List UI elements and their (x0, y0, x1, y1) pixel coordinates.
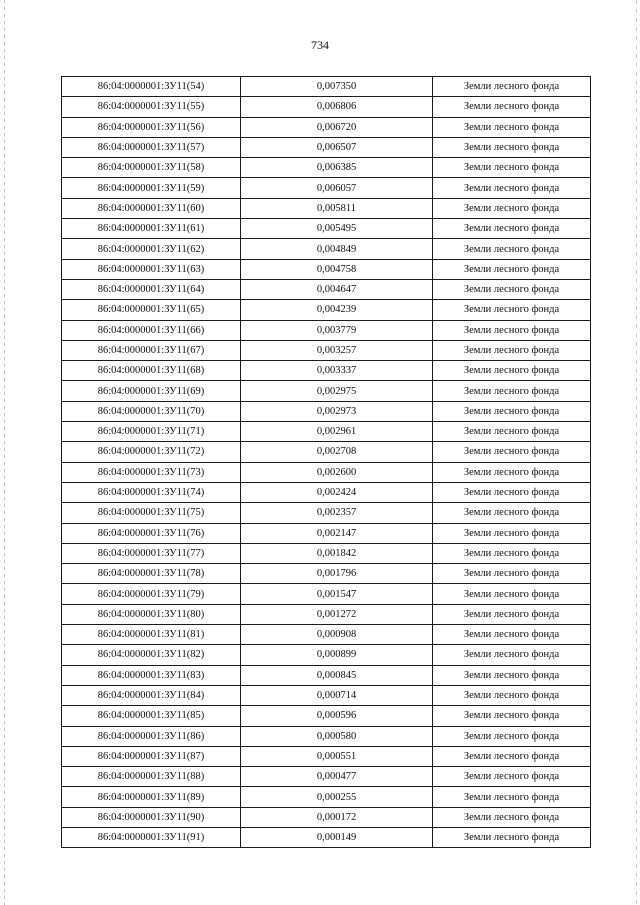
area-cell: 0,002147 (241, 523, 433, 543)
cadastral-number-cell: 86:04:0000001:ЗУ11(74) (62, 482, 241, 502)
cadastral-number-cell: 86:04:0000001:ЗУ11(88) (62, 767, 241, 787)
table-row (62, 523, 591, 543)
cadastral-number-cell: 86:04:0000001:ЗУ11(71) (62, 422, 241, 442)
table-row (62, 584, 591, 604)
cadastral-number-cell: 86:04:0000001:ЗУ11(84) (62, 685, 241, 705)
area-cell: 0,001796 (241, 564, 433, 584)
area-cell: 0,000149 (241, 827, 433, 847)
table-row (62, 543, 591, 563)
scan-edge-right (636, 0, 637, 905)
land-category-cell: Земли лесного фонда (433, 381, 591, 401)
table-row (62, 340, 591, 360)
land-category-cell: Земли лесного фонда (433, 604, 591, 624)
land-category-cell: Земли лесного фонда (433, 787, 591, 807)
table-row (62, 219, 591, 239)
area-cell: 0,003257 (241, 340, 433, 360)
land-category-cell: Земли лесного фонда (433, 726, 591, 746)
land-category-cell: Земли лесного фонда (433, 827, 591, 847)
land-category-cell: Земли лесного фонда (433, 340, 591, 360)
land-category-cell: Земли лесного фонда (433, 767, 591, 787)
land-category-cell: Земли лесного фонда (433, 320, 591, 340)
table-row (62, 300, 591, 320)
table-row (62, 564, 591, 584)
land-category-cell: Земли лесного фонда (433, 158, 591, 178)
area-cell: 0,000580 (241, 726, 433, 746)
cadastral-number-cell: 86:04:0000001:ЗУ11(86) (62, 726, 241, 746)
cadastral-number-cell: 86:04:0000001:ЗУ11(66) (62, 320, 241, 340)
cadastral-number-cell: 86:04:0000001:ЗУ11(76) (62, 523, 241, 543)
scan-edge-left (4, 0, 5, 905)
area-cell: 0,006806 (241, 97, 433, 117)
area-cell: 0,004758 (241, 259, 433, 279)
area-cell: 0,002961 (241, 422, 433, 442)
area-cell: 0,000899 (241, 645, 433, 665)
cadastral-number-cell: 86:04:0000001:ЗУ11(75) (62, 503, 241, 523)
cadastral-number-cell: 86:04:0000001:ЗУ11(72) (62, 442, 241, 462)
cadastral-number-cell: 86:04:0000001:ЗУ11(80) (62, 604, 241, 624)
area-cell: 0,000255 (241, 787, 433, 807)
area-cell: 0,004239 (241, 300, 433, 320)
table-row (62, 482, 591, 502)
cadastral-number-cell: 86:04:0000001:ЗУ11(89) (62, 787, 241, 807)
land-category-cell: Земли лесного фонда (433, 178, 591, 198)
cadastral-number-cell: 86:04:0000001:ЗУ11(68) (62, 361, 241, 381)
table-row (62, 117, 591, 137)
area-cell: 0,000172 (241, 807, 433, 827)
table-row (62, 97, 591, 117)
land-category-cell: Земли лесного фонда (433, 77, 591, 97)
cadastral-number-cell: 86:04:0000001:ЗУ11(59) (62, 178, 241, 198)
land-category-cell: Земли лесного фонда (433, 279, 591, 299)
table-row (62, 178, 591, 198)
land-category-cell: Земли лесного фонда (433, 482, 591, 502)
area-cell: 0,007350 (241, 77, 433, 97)
table-row (62, 706, 591, 726)
table-row (62, 827, 591, 847)
cadastral-number-cell: 86:04:0000001:ЗУ11(64) (62, 279, 241, 299)
land-category-cell: Земли лесного фонда (433, 706, 591, 726)
cadastral-number-cell: 86:04:0000001:ЗУ11(85) (62, 706, 241, 726)
parcels-table-body (62, 77, 591, 848)
area-cell: 0,002600 (241, 462, 433, 482)
table-row (62, 807, 591, 827)
land-category-cell: Земли лесного фонда (433, 807, 591, 827)
area-cell: 0,000551 (241, 746, 433, 766)
area-cell: 0,002975 (241, 381, 433, 401)
land-category-cell: Земли лесного фонда (433, 523, 591, 543)
land-category-cell: Земли лесного фонда (433, 239, 591, 259)
cadastral-number-cell: 86:04:0000001:ЗУ11(65) (62, 300, 241, 320)
table-row (62, 158, 591, 178)
table-row (62, 645, 591, 665)
land-category-cell: Земли лесного фонда (433, 198, 591, 218)
area-cell: 0,002357 (241, 503, 433, 523)
table-row (62, 259, 591, 279)
area-cell: 0,000596 (241, 706, 433, 726)
table-row (62, 320, 591, 340)
cadastral-number-cell: 86:04:0000001:ЗУ11(63) (62, 259, 241, 279)
table-row (62, 401, 591, 421)
area-cell: 0,000908 (241, 625, 433, 645)
area-cell: 0,006057 (241, 178, 433, 198)
area-cell: 0,001842 (241, 543, 433, 563)
land-category-cell: Земли лесного фонда (433, 361, 591, 381)
parcels-table (61, 76, 591, 848)
table-row (62, 746, 591, 766)
land-category-cell: Земли лесного фонда (433, 462, 591, 482)
table-row (62, 442, 591, 462)
land-category-cell: Земли лесного фонда (433, 442, 591, 462)
cadastral-number-cell: 86:04:0000001:ЗУ11(83) (62, 665, 241, 685)
table-row (62, 381, 591, 401)
area-cell: 0,006385 (241, 158, 433, 178)
cadastral-number-cell: 86:04:0000001:ЗУ11(78) (62, 564, 241, 584)
land-category-cell: Земли лесного фонда (433, 564, 591, 584)
area-cell: 0,002424 (241, 482, 433, 502)
table-row (62, 503, 591, 523)
area-cell: 0,001272 (241, 604, 433, 624)
cadastral-number-cell: 86:04:0000001:ЗУ11(87) (62, 746, 241, 766)
cadastral-number-cell: 86:04:0000001:ЗУ11(70) (62, 401, 241, 421)
land-category-cell: Земли лесного фонда (433, 584, 591, 604)
land-category-cell: Земли лесного фонда (433, 685, 591, 705)
table-row (62, 361, 591, 381)
area-cell: 0,000845 (241, 665, 433, 685)
table-row (62, 462, 591, 482)
table-row (62, 137, 591, 157)
cadastral-number-cell: 86:04:0000001:ЗУ11(56) (62, 117, 241, 137)
land-category-cell: Земли лесного фонда (433, 401, 591, 421)
table-row (62, 77, 591, 97)
cadastral-number-cell: 86:04:0000001:ЗУ11(69) (62, 381, 241, 401)
area-cell: 0,005811 (241, 198, 433, 218)
cadastral-number-cell: 86:04:0000001:ЗУ11(57) (62, 137, 241, 157)
land-category-cell: Земли лесного фонда (433, 625, 591, 645)
land-category-cell: Земли лесного фонда (433, 665, 591, 685)
area-cell: 0,004849 (241, 239, 433, 259)
cadastral-number-cell: 86:04:0000001:ЗУ11(81) (62, 625, 241, 645)
table-row (62, 685, 591, 705)
table-row (62, 604, 591, 624)
area-cell: 0,001547 (241, 584, 433, 604)
area-cell: 0,004647 (241, 279, 433, 299)
cadastral-number-cell: 86:04:0000001:ЗУ11(62) (62, 239, 241, 259)
area-cell: 0,003779 (241, 320, 433, 340)
area-cell: 0,006720 (241, 117, 433, 137)
land-category-cell: Земли лесного фонда (433, 137, 591, 157)
cadastral-number-cell: 86:04:0000001:ЗУ11(54) (62, 77, 241, 97)
area-cell: 0,005495 (241, 219, 433, 239)
area-cell: 0,002708 (241, 442, 433, 462)
cadastral-number-cell: 86:04:0000001:ЗУ11(61) (62, 219, 241, 239)
land-category-cell: Земли лесного фонда (433, 746, 591, 766)
cadastral-number-cell: 86:04:0000001:ЗУ11(77) (62, 543, 241, 563)
cadastral-number-cell: 86:04:0000001:ЗУ11(58) (62, 158, 241, 178)
area-cell: 0,000477 (241, 767, 433, 787)
cadastral-number-cell: 86:04:0000001:ЗУ11(67) (62, 340, 241, 360)
land-category-cell: Земли лесного фонда (433, 259, 591, 279)
area-cell: 0,002973 (241, 401, 433, 421)
table-row (62, 198, 591, 218)
table-row (62, 279, 591, 299)
land-category-cell: Земли лесного фонда (433, 422, 591, 442)
land-category-cell: Земли лесного фонда (433, 645, 591, 665)
cadastral-number-cell: 86:04:0000001:ЗУ11(60) (62, 198, 241, 218)
table-row (62, 239, 591, 259)
table-row (62, 422, 591, 442)
table-row (62, 665, 591, 685)
table-row (62, 787, 591, 807)
land-category-cell: Земли лесного фонда (433, 117, 591, 137)
land-category-cell: Земли лесного фонда (433, 300, 591, 320)
cadastral-number-cell: 86:04:0000001:ЗУ11(91) (62, 827, 241, 847)
cadastral-number-cell: 86:04:0000001:ЗУ11(82) (62, 645, 241, 665)
table-row (62, 625, 591, 645)
cadastral-number-cell: 86:04:0000001:ЗУ11(90) (62, 807, 241, 827)
area-cell: 0,006507 (241, 137, 433, 157)
area-cell: 0,003337 (241, 361, 433, 381)
land-category-cell: Земли лесного фонда (433, 543, 591, 563)
cadastral-number-cell: 86:04:0000001:ЗУ11(79) (62, 584, 241, 604)
land-category-cell: Земли лесного фонда (433, 219, 591, 239)
area-cell: 0,000714 (241, 685, 433, 705)
cadastral-number-cell: 86:04:0000001:ЗУ11(55) (62, 97, 241, 117)
cadastral-number-cell: 86:04:0000001:ЗУ11(73) (62, 462, 241, 482)
table-row (62, 726, 591, 746)
table-row (62, 767, 591, 787)
land-category-cell: Земли лесного фонда (433, 503, 591, 523)
land-category-cell: Земли лесного фонда (433, 97, 591, 117)
page-number: 734 (311, 38, 329, 52)
